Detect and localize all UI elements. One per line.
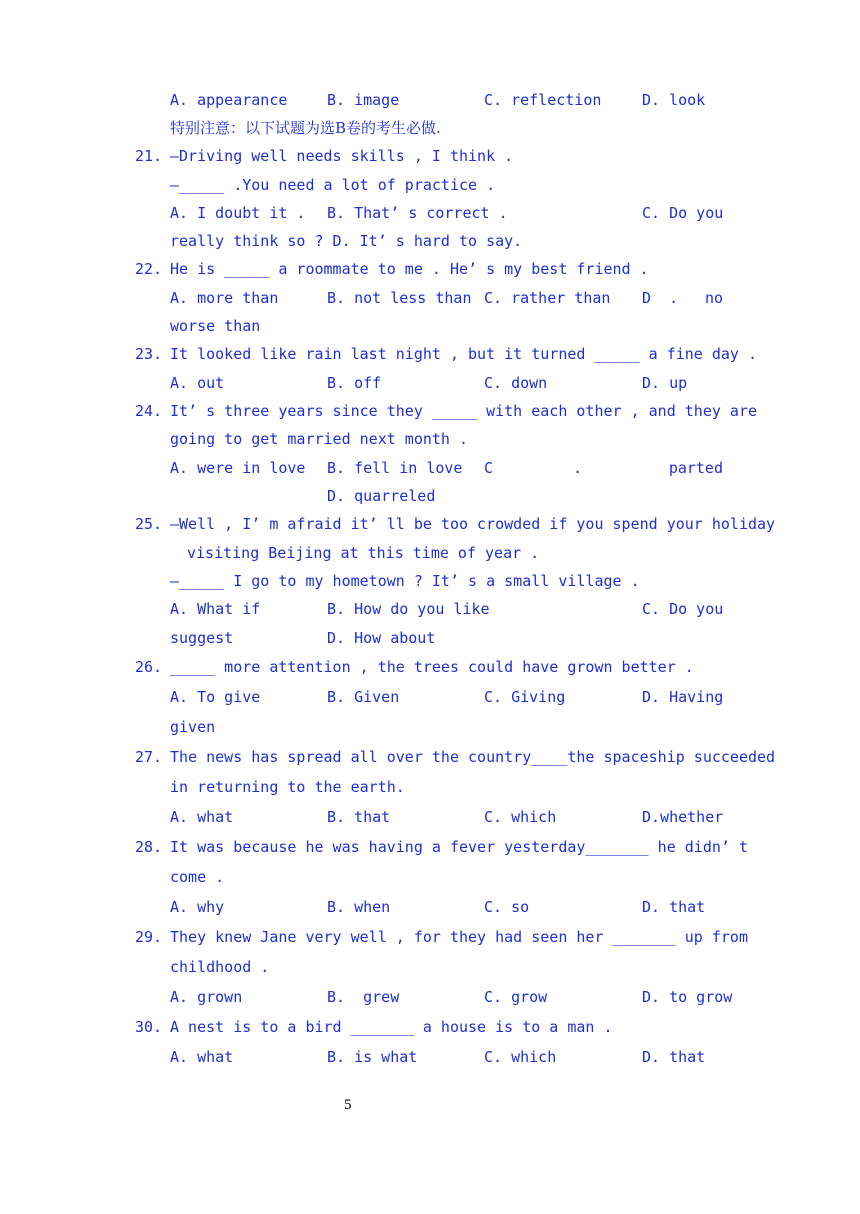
option-d: D. that bbox=[642, 898, 706, 916]
question-number: 22. bbox=[135, 260, 163, 278]
option-b: B. That’ s correct . bbox=[327, 204, 508, 222]
q20-option-c: C. reflection bbox=[484, 91, 602, 109]
question-number: 21. bbox=[135, 147, 163, 165]
option-b: B. Given bbox=[327, 688, 400, 706]
option-a: A. grown bbox=[170, 988, 243, 1006]
option-c-d-wrap: really think so ? D. It’ s hard to say. bbox=[170, 232, 523, 250]
question-stem: It was because he was having a fever yesterday_______ he didn’ t bbox=[170, 838, 748, 856]
question-number: 23. bbox=[135, 345, 163, 363]
question-stem: A nest is to a bird _______ a house is to a man . bbox=[170, 1018, 613, 1036]
question-stem: It looked like rain last night , but it turned _____ a fine day . bbox=[170, 345, 757, 363]
option-c: C bbox=[484, 459, 494, 477]
option-d: D. that bbox=[642, 1048, 706, 1066]
question-stem: They knew Jane very well , for they had seen her _______ up from bbox=[170, 928, 748, 946]
option-d-wrap: worse than bbox=[170, 317, 261, 335]
question-stem: —_____ .You need a lot of practice . bbox=[170, 176, 496, 194]
option-b: B. fell in love bbox=[327, 459, 463, 477]
option-c: C. grow bbox=[484, 988, 548, 1006]
option-c-wrap: suggest bbox=[170, 629, 234, 647]
option-c: C. so bbox=[484, 898, 530, 916]
option-b: B. How do you like bbox=[327, 600, 490, 618]
question-number: 26. bbox=[135, 658, 163, 676]
option-c-text: parted bbox=[668, 459, 723, 477]
option-a: A. what bbox=[170, 808, 234, 826]
option-c: C. which bbox=[484, 1048, 557, 1066]
question-stem: It’ s three years since they _____ with each other , and they are bbox=[170, 402, 757, 420]
question-stem: going to get married next month . bbox=[170, 430, 469, 448]
option-c: C. Do you bbox=[642, 204, 724, 222]
option-a: A. out bbox=[170, 374, 225, 392]
option-c-dot: . bbox=[573, 459, 583, 477]
option-d: D. up bbox=[642, 374, 688, 392]
option-b: B. is what bbox=[327, 1048, 418, 1066]
option-a: A. more than bbox=[170, 289, 279, 307]
question-number: 25. bbox=[135, 515, 163, 533]
option-b: B. grew bbox=[327, 988, 400, 1006]
option-d: D. quarreled bbox=[327, 487, 436, 505]
option-c: C. Giving bbox=[484, 688, 566, 706]
option-b: B. off bbox=[327, 374, 382, 392]
q20-option-d: D. look bbox=[642, 91, 706, 109]
option-a: A. What if bbox=[170, 600, 261, 618]
question-number: 27. bbox=[135, 748, 163, 766]
question-stem: come . bbox=[170, 868, 225, 886]
page-number: 5 bbox=[344, 1097, 352, 1113]
question-stem: visiting Beijing at this time of year . bbox=[187, 544, 540, 562]
option-d: D. to grow bbox=[642, 988, 733, 1006]
question-stem: in returning to the earth. bbox=[170, 778, 405, 796]
option-a: A. why bbox=[170, 898, 225, 916]
option-b: B. that bbox=[327, 808, 391, 826]
question-stem: —Driving well needs skills , I think . bbox=[170, 147, 514, 165]
question-stem: childhood . bbox=[170, 958, 270, 976]
option-a: A. I doubt it . bbox=[170, 204, 306, 222]
question-number: 24. bbox=[135, 402, 163, 420]
option-d-text: no bbox=[704, 289, 723, 307]
q20-option-a: A. appearance bbox=[170, 91, 288, 109]
question-stem: He is _____ a roommate to me . He’ s my best friend . bbox=[170, 260, 649, 278]
option-a: A. what bbox=[170, 1048, 234, 1066]
question-stem: —_____ I go to my hometown ? It’ s a small village . bbox=[170, 572, 640, 590]
option-c: C. which bbox=[484, 808, 557, 826]
option-c: C. rather than bbox=[484, 289, 611, 307]
question-stem: The news has spread all over the country____the spaceship succeeded bbox=[170, 748, 776, 766]
section-note: 特别注意：以下试题为选B卷的考生必做. bbox=[170, 119, 441, 137]
question-stem: —Well , I’ m afraid it’ ll be too crowded if you spend your holiday bbox=[170, 515, 776, 533]
option-d: D. Having bbox=[642, 688, 724, 706]
option-d: D. How about bbox=[327, 629, 436, 647]
question-number: 28. bbox=[135, 838, 163, 856]
option-d: D . bbox=[642, 289, 679, 307]
option-c: C. Do you bbox=[642, 600, 724, 618]
option-d-wrap: given bbox=[170, 718, 216, 736]
option-d: D.whether bbox=[642, 808, 724, 826]
option-a: A. were in love bbox=[170, 459, 306, 477]
option-b: B. when bbox=[327, 898, 391, 916]
question-number: 29. bbox=[135, 928, 163, 946]
option-b: B. not less than bbox=[327, 289, 472, 307]
option-c: C. down bbox=[484, 374, 548, 392]
question-number: 30. bbox=[135, 1018, 163, 1036]
q20-option-b: B. image bbox=[327, 91, 400, 109]
option-a: A. To give bbox=[170, 688, 261, 706]
question-stem: _____ more attention , the trees could have grown better . bbox=[170, 658, 694, 676]
